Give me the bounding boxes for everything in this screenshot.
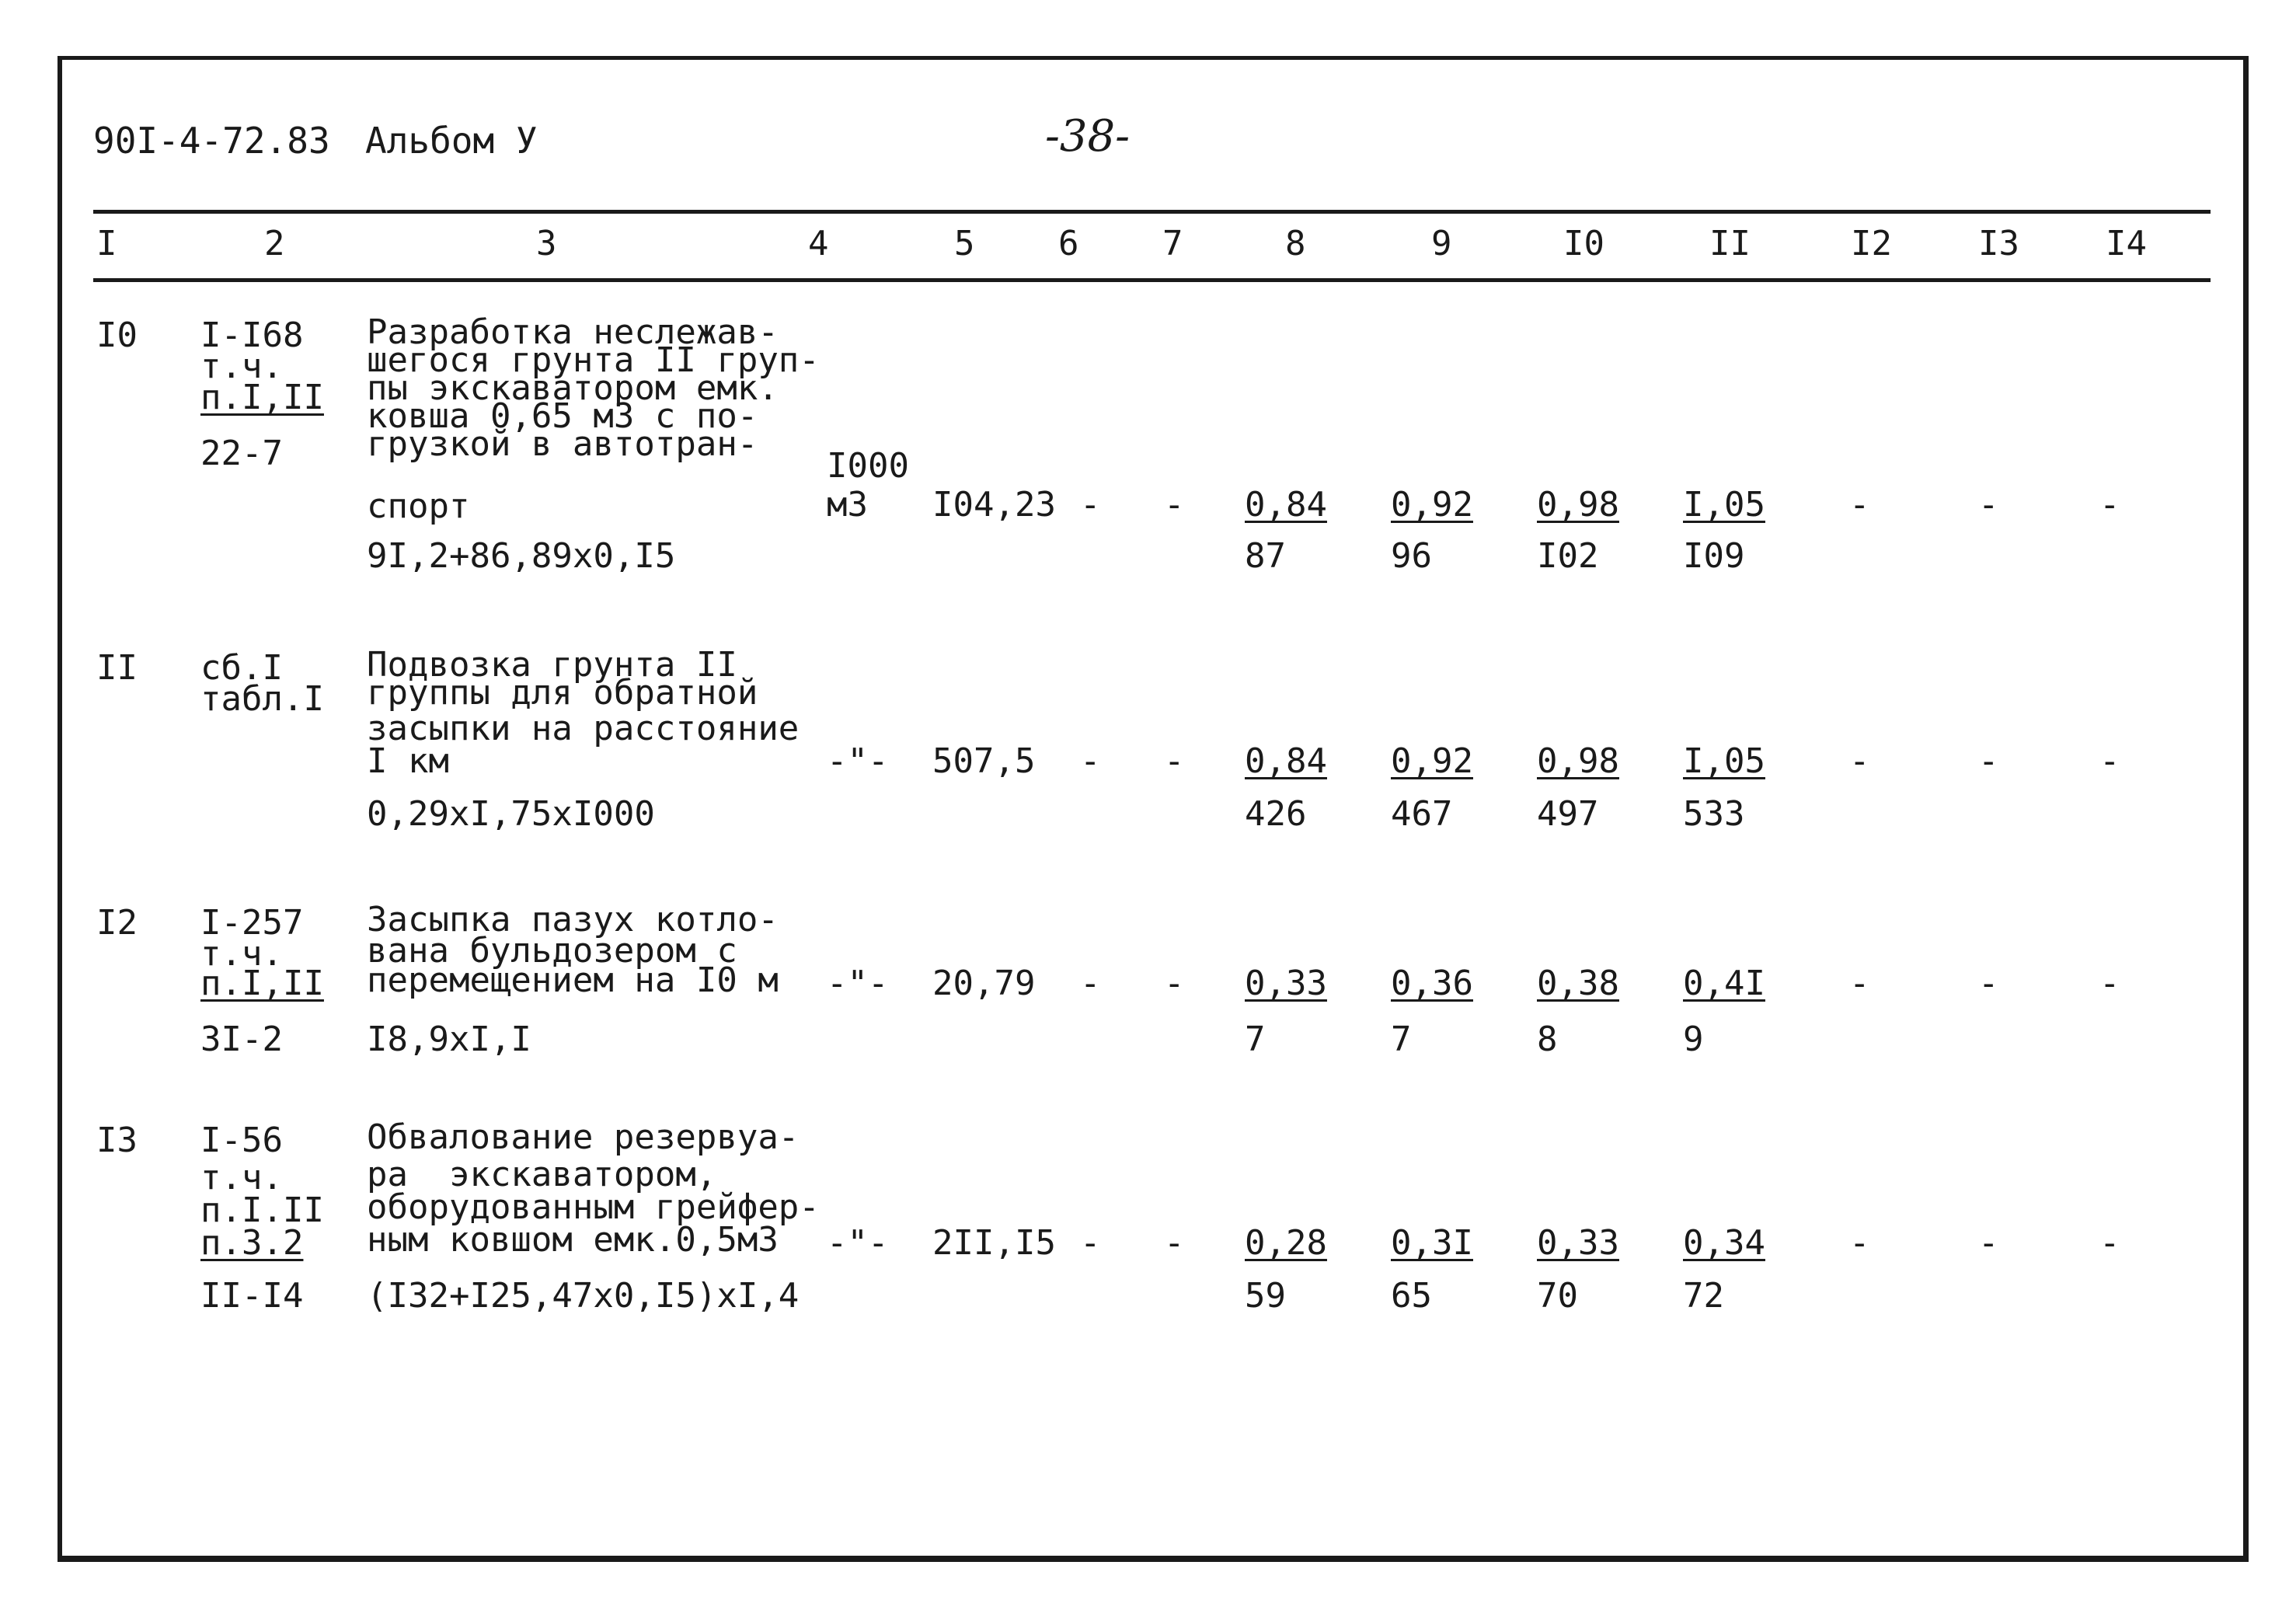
value-9: 7 [1391, 1020, 1412, 1059]
coef-11: 0,4I [1683, 964, 1765, 1003]
value-10: I02 [1537, 536, 1599, 576]
description-line: перемещением на I0 м [367, 960, 779, 1000]
col-num-7: 7 [1162, 224, 1183, 263]
quantity: 20,79 [932, 964, 1036, 1003]
description-line: вана бульдозером с [367, 931, 737, 971]
value-11: I09 [1683, 536, 1745, 576]
row-number: I3 [96, 1121, 138, 1160]
ref-line: I-257 [200, 903, 304, 943]
col13-value: - [1978, 1223, 1999, 1263]
ref-line: п.I,II [200, 964, 324, 1003]
value-8: 59 [1245, 1276, 1286, 1316]
value-9: 96 [1391, 536, 1432, 576]
ref-line: табл.I [200, 679, 324, 719]
col12-value: - [1849, 1223, 1870, 1263]
col12-value: - [1849, 485, 1870, 525]
description-line: пы экскаватором емк. [367, 368, 779, 408]
ref-line: II-I4 [200, 1276, 304, 1316]
ref-line: п.I.II [200, 1190, 324, 1230]
album-label: Альбом У [365, 120, 538, 162]
coef-11: I,05 [1683, 485, 1765, 525]
row-number: I2 [96, 903, 138, 943]
col13-value: - [1978, 964, 1999, 1003]
formula: 0,29xI,75xI000 [367, 794, 655, 834]
coef-9: 0,92 [1391, 741, 1473, 781]
coef-10: 0,98 [1537, 741, 1619, 781]
coef-9: 0,3I [1391, 1223, 1473, 1263]
unit: I000 [827, 446, 909, 486]
description-line: ным ковшом емк.0,5м3 [367, 1220, 779, 1260]
col-num-4: 4 [808, 224, 829, 263]
description-line: группы для обратной [367, 673, 758, 713]
description-line: Засыпка пазух котло- [367, 900, 779, 939]
coef-9: 0,36 [1391, 964, 1473, 1003]
quantity: 507,5 [932, 741, 1036, 781]
coef-8: 0,84 [1245, 485, 1327, 525]
col12-value: - [1849, 964, 1870, 1003]
coef-9: 0,92 [1391, 485, 1473, 525]
value-11: 533 [1683, 794, 1745, 834]
description-line: спорт [367, 486, 470, 526]
col7-value: - [1164, 964, 1185, 1003]
col6-value: - [1080, 964, 1101, 1003]
page-number: -38- [1045, 111, 1131, 162]
coef-10: 0,33 [1537, 1223, 1619, 1263]
description-line: Обвалование резервуа- [367, 1117, 800, 1157]
col-num-9: 9 [1431, 224, 1452, 263]
description-line: Разработка неслежав- [367, 312, 779, 352]
col-num-12: I2 [1851, 224, 1892, 263]
unit: -"- [827, 741, 889, 781]
unit: -"- [827, 1223, 889, 1263]
coef-11: I,05 [1683, 741, 1765, 781]
formula: 9I,2+86,89x0,I5 [367, 536, 676, 576]
coef-8: 0,28 [1245, 1223, 1327, 1263]
ref-line: I-I68 [200, 315, 304, 355]
description-line: шегося грунта II груп- [367, 340, 820, 380]
formula: I8,9xI,I [367, 1020, 531, 1059]
description-line: Подвозка грунта II [367, 645, 737, 685]
ref-line: т.ч. [200, 347, 283, 386]
col13-value: - [1978, 741, 1999, 781]
description-line: ковша 0,65 м3 с по- [367, 396, 758, 436]
col6-value: - [1080, 741, 1101, 781]
formula: (I32+I25,47x0,I5)xI,4 [367, 1276, 800, 1316]
ref-line: п.I,II [200, 378, 324, 417]
col-num-8: 8 [1285, 224, 1306, 263]
unit: -"- [827, 964, 889, 1003]
header-rule-bottom [93, 278, 2211, 282]
coef-10: 0,98 [1537, 485, 1619, 525]
quantity: I04,23 [932, 485, 1056, 525]
coef-8: 0,84 [1245, 741, 1327, 781]
col14-value: - [2099, 741, 2120, 781]
ref-line: I-56 [200, 1121, 283, 1160]
value-10: 497 [1537, 794, 1599, 834]
value-10: 8 [1537, 1020, 1558, 1059]
col-num-6: 6 [1058, 224, 1079, 263]
description-line: I км [367, 741, 449, 781]
unit: м3 [827, 485, 868, 525]
coef-11: 0,34 [1683, 1223, 1765, 1263]
description-line: засыпки на расстояние [367, 709, 800, 748]
ref-line: т.ч. [200, 1158, 283, 1197]
col7-value: - [1164, 485, 1185, 525]
col-num-3: 3 [536, 224, 557, 263]
col-num-2: 2 [264, 224, 285, 263]
col6-value: - [1080, 1223, 1101, 1263]
col12-value: - [1849, 741, 1870, 781]
col7-value: - [1164, 741, 1185, 781]
ref-line: п.3.2 [200, 1223, 304, 1263]
row-number: II [96, 648, 138, 688]
value-9: 65 [1391, 1276, 1432, 1316]
col-num-11: II [1709, 224, 1751, 263]
col7-value: - [1164, 1223, 1185, 1263]
coef-10: 0,38 [1537, 964, 1619, 1003]
col6-value: - [1080, 485, 1101, 525]
description-line: грузкой в автотран- [367, 424, 758, 464]
col14-value: - [2099, 485, 2120, 525]
description-line: ра экскаватором, [367, 1155, 717, 1194]
value-9: 467 [1391, 794, 1453, 834]
value-10: 70 [1537, 1276, 1578, 1316]
doc-code: 90I-4-72.83 [93, 120, 330, 162]
col14-value: - [2099, 1223, 2120, 1263]
col-num-13: I3 [1978, 224, 2019, 263]
ref-line: т.ч. [200, 934, 283, 974]
header-rule-top [93, 210, 2211, 214]
col-num-10: I0 [1563, 224, 1604, 263]
coef-8: 0,33 [1245, 964, 1327, 1003]
value-11: 72 [1683, 1276, 1724, 1316]
quantity: 2II,I5 [932, 1223, 1056, 1263]
col13-value: - [1978, 485, 1999, 525]
ref-line: 3I-2 [200, 1020, 283, 1059]
col-num-14: I4 [2106, 224, 2147, 263]
value-8: 426 [1245, 794, 1307, 834]
col-num-5: 5 [954, 224, 975, 263]
col-num-1: I [96, 224, 117, 263]
ref-line: сб.I [200, 648, 283, 688]
row-number: I0 [96, 315, 138, 355]
description-line: оборудованным грейфер- [367, 1187, 820, 1227]
value-11: 9 [1683, 1020, 1704, 1059]
value-8: 7 [1245, 1020, 1266, 1059]
ref-line: 22-7 [200, 434, 283, 473]
col14-value: - [2099, 964, 2120, 1003]
value-8: 87 [1245, 536, 1286, 576]
